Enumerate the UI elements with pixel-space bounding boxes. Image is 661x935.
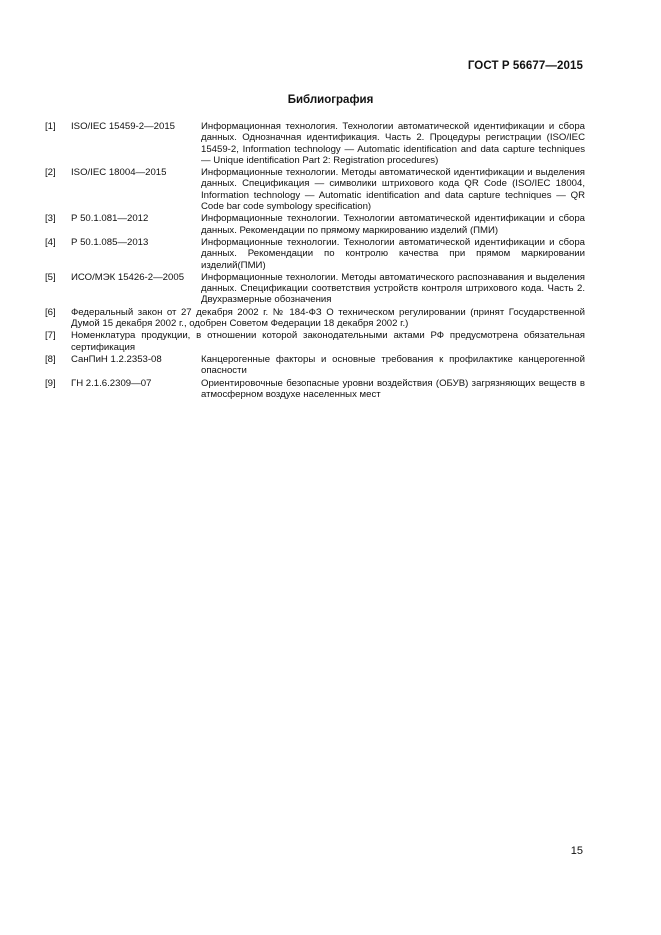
entry-number: [3] xyxy=(45,213,56,225)
entry-number: [1] xyxy=(45,121,56,132)
bib-entry xyxy=(45,237,585,271)
bib-entry xyxy=(45,167,585,212)
entry-number: [4] xyxy=(45,236,56,248)
entry-number: [8] xyxy=(45,353,56,365)
entry-number: [7] xyxy=(45,330,56,342)
entry-code: Р 50.1.081—2012 xyxy=(71,213,149,225)
entry-description: Федеральный закон от 27 декабря 2002 г. № 184-ФЗ О техническом регулировании (принят Государственной Думой 15 декабря 2002 г., одобрен Советом Федерации 18 декабря 2002 г.) xyxy=(71,306,585,330)
entry-description: Информационная технология. Технологии автоматической идентификации и сбора данных. Однозначная идентификация. Часть 2. Процедуры регистрации (ISO/IEC 15459-2, Information technology — Automatic identification and data capture techniques — Unique identification Part 2: Registration procedures) xyxy=(201,121,585,166)
bib-entry xyxy=(45,213,585,236)
entry-description: Канцерогенные факторы и основные требования к профилактике канцерогенной опасности xyxy=(201,353,585,377)
page-number: 15 xyxy=(570,845,583,857)
entry-code: ISO/IEC 18004—2015 xyxy=(71,167,167,179)
entry-description: Информационные технологии. Методы автоматического распознавания и выделения данных. Спецификации соответствия устройств контроля штрихового кода. Часть 2. Двухразмерные обозначения xyxy=(201,271,585,306)
entry-code: Р 50.1.085—2013 xyxy=(71,236,149,248)
entry-number: [5] xyxy=(45,271,56,283)
entry-description: Ориентировочные безопасные уровни воздействия (ОБУВ) загрязняющих веществ в атмосферном воздухе населенных мест xyxy=(201,377,585,400)
section-title: Библиография xyxy=(287,94,374,106)
entry-number: [9] xyxy=(45,377,56,389)
entry-number: [6] xyxy=(45,306,56,318)
entry-description: Информационные технологии. Технологии автоматической идентификации и сбора данных. Рекомендации по прямому маркированию изделий (ПМИ) xyxy=(201,213,585,236)
entry-code: ISO/IEC 15459-2—2015 xyxy=(71,121,175,132)
bib-entry xyxy=(45,272,585,306)
bib-entry xyxy=(45,354,585,377)
bibliography-list xyxy=(45,121,585,401)
bib-entry xyxy=(45,378,585,401)
entry-code: ГН 2.1.6.2309—07 xyxy=(71,377,152,389)
entry-code: СанПиН 1.2.2353-08 xyxy=(71,353,162,365)
entry-code: ИСО/МЭК 15426-2—2005 xyxy=(71,271,185,283)
entry-number: [2] xyxy=(45,167,56,179)
bib-entry xyxy=(45,121,585,166)
entry-description: Информационные технологии. Технологии автоматической идентификации и сбора данных. Рекомендации по контролю качества при прямом маркировании изделий(ПМИ) xyxy=(201,236,585,271)
bib-entry xyxy=(45,330,585,353)
entry-description: Номенклатура продукции, в отношении которой законодательными актами РФ предусмотрена обязательная сертификация xyxy=(71,330,585,353)
standard-header: ГОСТ Р 56677—2015 xyxy=(467,60,583,72)
bib-entry xyxy=(45,307,585,330)
entry-description: Информационные технологии. Методы автоматической идентификации и выделения данных. Спецификация — символики штрихового кода QR Code (ISO/IEC 18004, Information technology — Automatic identification and data capture techniques — QR Code bar code symbology specification) xyxy=(201,167,585,213)
